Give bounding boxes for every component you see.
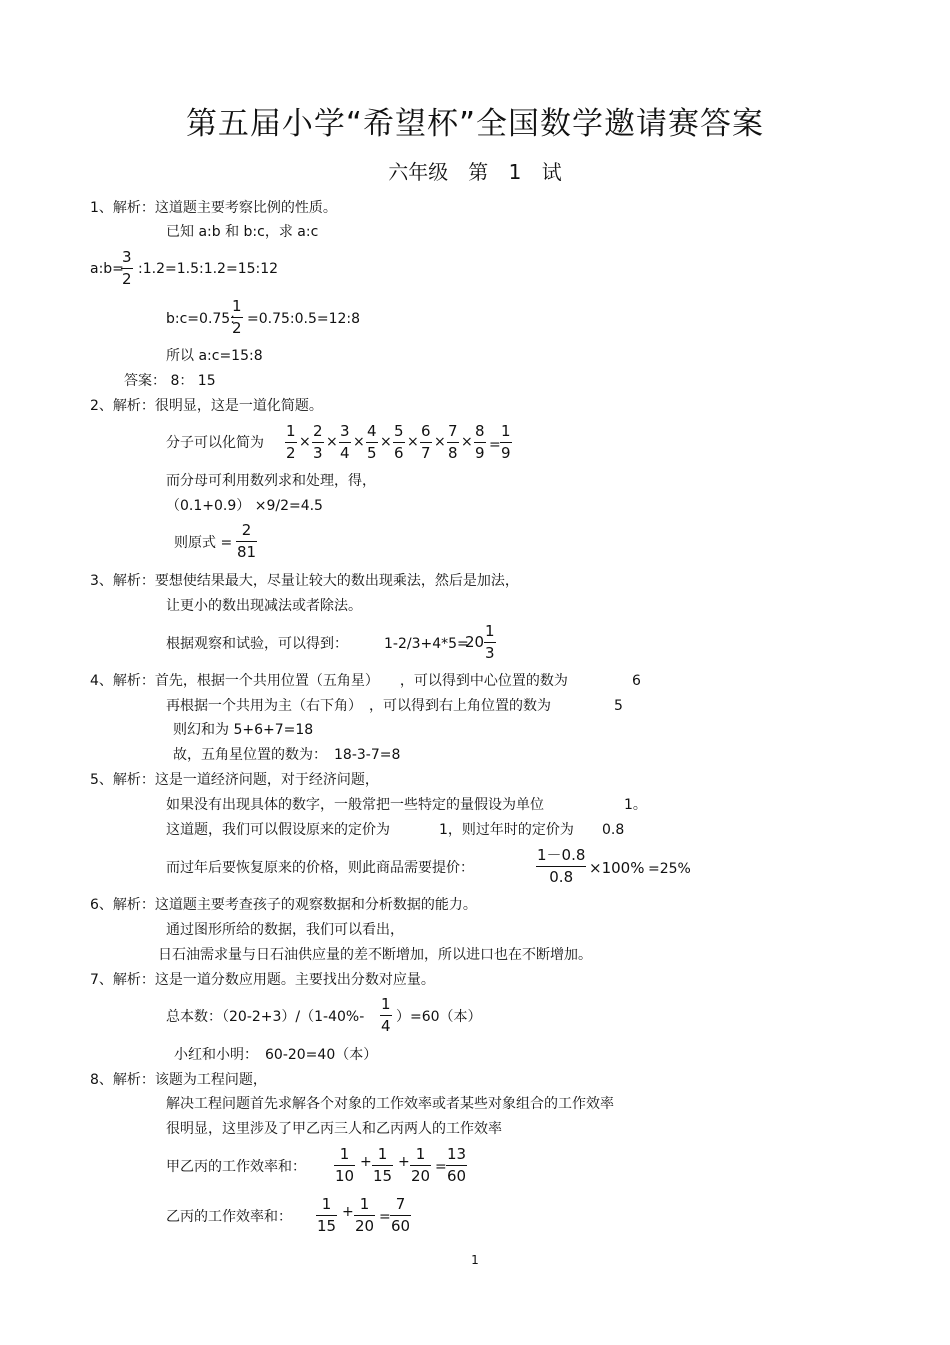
fraction-bar (500, 442, 512, 443)
plus-sign: + (398, 1154, 410, 1170)
equals-sign: = (379, 1209, 391, 1225)
q8-yb-result-fraction-num: 7 (395, 1195, 406, 1213)
fraction-bar (420, 442, 432, 443)
q1-so: 所以 a:c=15:8 (166, 348, 263, 364)
q5-line3-val2: 0.8 (602, 822, 625, 838)
fraction-bar (354, 1215, 375, 1216)
q2-numer-label: 分子可以化简为 (166, 435, 264, 451)
fraction-bar (366, 442, 378, 443)
q8-yb-label: 乙丙的工作效率和： (166, 1209, 292, 1225)
q5-line2-val: 1。 (624, 797, 647, 813)
q4-line1: 4、解析：首先，根据一个共用位置（五角星） ，可以得到中心位置的数为 (90, 673, 568, 689)
q1-ab-den: 2 (122, 270, 132, 288)
q2-fraction-4-num: 4 (367, 422, 377, 440)
equals-sign: = (435, 1159, 447, 1175)
q3-whole: 20 (465, 633, 485, 651)
times-sign: × (353, 434, 365, 450)
q8-yb-fraction-1 (316, 1196, 337, 1235)
fraction-bar (121, 268, 133, 269)
page-number: 1 (471, 1253, 479, 1267)
q1-answer: 答案： 8： 15 (124, 373, 216, 389)
q2-fraction-5-den: 6 (394, 444, 404, 462)
q8-jyb-result-fraction-den: 60 (447, 1167, 467, 1185)
q5-den: 0.8 (549, 868, 574, 886)
q2-fraction-4 (366, 423, 378, 462)
q2-result-fraction-den: 9 (501, 444, 511, 462)
q1-ab-fraction (121, 249, 133, 288)
q2-fraction-6 (420, 423, 432, 462)
q2-result-fraction-num: 1 (501, 422, 511, 440)
q3-num: 1 (485, 622, 495, 640)
q1-bc-num: 1 (232, 297, 242, 315)
q2-fraction-1-num: 1 (286, 422, 296, 440)
q1-bc-fraction (231, 298, 243, 337)
q2-line4: （0.1+0.9） ×9/2=4.5 (166, 498, 323, 514)
q8-jyb-fraction-2-num: 1 (377, 1145, 388, 1163)
q2-fraction-2 (312, 423, 324, 462)
fraction-bar (285, 442, 297, 443)
fraction-bar (231, 317, 243, 318)
q2-fraction-4-den: 5 (367, 444, 377, 462)
q8-jyb-fraction-1 (334, 1146, 355, 1185)
times-sign: × (407, 434, 419, 450)
fraction-bar (339, 442, 351, 443)
q8-line2: 解决工程问题首先求解各个对象的工作效率或者某些对象组合的工作效率 (166, 1096, 614, 1112)
fraction-bar (536, 866, 586, 867)
q8-jyb-fraction-3 (410, 1146, 431, 1185)
q2-fraction-6-num: 6 (421, 422, 431, 440)
q2-orig-label: 则原式 = (174, 535, 233, 551)
q5-tail: ×100% (589, 859, 645, 877)
q6-line1: 6、解析：这道题主要考查孩子的观察数据和分析数据的能力。 (90, 897, 477, 913)
times-sign: × (461, 434, 473, 450)
q2-fraction-8-den: 9 (475, 444, 485, 462)
q1-bc-prefix: b:c=0.75: (166, 311, 235, 327)
q1-ab-suffix: :1.2=1.5:1.2=15:12 (138, 261, 279, 277)
q8-jyb-fraction-2 (372, 1146, 393, 1185)
q8-jyb-fraction-3-den: 20 (411, 1167, 431, 1185)
times-sign: × (326, 434, 338, 450)
q2-fraction-7-den: 8 (448, 444, 458, 462)
q8-yb-fraction-2-num: 1 (359, 1195, 370, 1213)
fraction-bar (316, 1215, 337, 1216)
q4-val2: 5 (614, 698, 623, 714)
q5-line2: 如果没有出现具体的数字，一般常把一些特定的量假设为单位 (166, 797, 544, 813)
q8-jyb-fraction-1-num: 1 (339, 1145, 350, 1163)
plus-sign: + (360, 1154, 372, 1170)
fraction-bar (334, 1165, 355, 1166)
q3-fraction (484, 623, 496, 662)
q3-line1: 3、解析：要想使结果最大，尽量让较大的数出现乘法，然后是加法， (90, 573, 519, 589)
times-sign: × (299, 434, 311, 450)
q5-line1: 5、解析：这是一道经济问题，对于经济问题， (90, 772, 379, 788)
q8-jyb-fraction-3-num: 1 (415, 1145, 426, 1163)
fraction-bar (410, 1165, 431, 1166)
q2-fraction-7 (447, 423, 459, 462)
q8-jyb-fraction-1-den: 10 (335, 1167, 355, 1185)
q2-orig-num: 2 (241, 521, 252, 539)
q2-fraction-1 (285, 423, 297, 462)
q7-num: 1 (381, 995, 391, 1013)
q8-jyb-label: 甲乙丙的工作效率和： (166, 1159, 306, 1175)
q2-fraction-5-num: 5 (394, 422, 404, 440)
q8-yb-fraction-2-den: 20 (355, 1217, 375, 1235)
q3-line2: 让更小的数出现减法或者除法。 (166, 598, 362, 614)
q1-ab-prefix: a:b= (90, 261, 124, 277)
q4-line4: 故，五角星位置的数为： 18-3-7=8 (173, 747, 401, 763)
fraction-bar (372, 1165, 393, 1166)
times-sign: × (380, 434, 392, 450)
q4-line3: 则幻和为 5+6+7=18 (173, 722, 314, 738)
page-subtitle: 六年级 第 1 试 (388, 160, 562, 184)
q1-ab-num: 3 (122, 248, 132, 266)
q4-line2: 再根据一个共用为主（右下角） ，可以得到右上角位置的数为 (166, 698, 551, 714)
q3-line3: 根据观察和试验，可以得到： (166, 636, 348, 652)
q8-yb-result-fraction-den: 60 (391, 1217, 411, 1235)
q7-line1: 7、解析：这是一道分数应用题。主要找出分数对应量。 (90, 972, 435, 988)
fraction-bar (236, 541, 257, 542)
q1-bc-suffix: =0.75:0.5=12:8 (247, 311, 361, 327)
fraction-bar (393, 442, 405, 443)
q1-line2: 已知 a:b 和 b:c，求 a:c (166, 224, 319, 240)
q6-line3: 日石油需求量与日石油供应量的差不断增加，所以进口也在不断增加。 (158, 947, 592, 963)
q5-line4: 而过年后要恢复原来的价格，则此商品需要提价： (166, 860, 474, 876)
q1-line1: 1、解析：这道题主要考察比例的性质。 (90, 200, 337, 216)
q1-bc-den: 2 (232, 319, 242, 337)
q8-yb-fraction-2 (354, 1196, 375, 1235)
q2-fraction-6-den: 7 (421, 444, 431, 462)
q2-line1: 2、解析：很明显，这是一道化简题。 (90, 398, 323, 414)
fraction-bar (484, 642, 496, 643)
q7-total-prefix: 总本数：（20-2+3）/（1-40%- (166, 1009, 365, 1025)
q8-line1: 8、解析：该题为工程问题， (90, 1072, 267, 1088)
q2-fraction-3-den: 4 (340, 444, 350, 462)
q2-orig-fraction (236, 522, 257, 561)
q2-fraction-3 (339, 423, 351, 462)
q5-line3: 这道题，我们可以假设原来的定价为 (166, 822, 390, 838)
q2-fraction-5 (393, 423, 405, 462)
q2-fraction-2-num: 2 (313, 422, 323, 440)
q8-jyb-fraction-2-den: 15 (373, 1167, 393, 1185)
q5-line3-val1: 1，则过年时的定价为 (439, 822, 574, 838)
q3-den: 3 (485, 644, 495, 662)
fraction-bar (447, 442, 459, 443)
q5-fraction (536, 847, 586, 886)
fraction-bar (380, 1015, 392, 1016)
fraction-bar (446, 1165, 467, 1166)
q2-orig-den: 81 (237, 543, 257, 561)
q5-num: 1－0.8 (537, 846, 586, 864)
q4-val1: 6 (632, 673, 641, 689)
q2-fraction-2-den: 3 (313, 444, 323, 462)
q7-line3: 小红和小明： 60-20=40（本） (174, 1047, 378, 1063)
q7-fraction (380, 996, 392, 1035)
fraction-bar (312, 442, 324, 443)
q2-fraction-8 (474, 423, 486, 462)
q8-yb-fraction-1-num: 1 (321, 1195, 332, 1213)
q7-total-suffix: ）=60（本） (396, 1009, 482, 1025)
plus-sign: + (342, 1204, 354, 1220)
fraction-bar (390, 1215, 411, 1216)
q8-yb-fraction-1-den: 15 (317, 1217, 337, 1235)
q2-fraction-3-num: 3 (340, 422, 350, 440)
q6-line2: 通过图形所给的数据，我们可以看出， (166, 922, 404, 938)
fraction-bar (474, 442, 486, 443)
times-sign: × (434, 434, 446, 450)
q2-fraction-7-num: 7 (448, 422, 458, 440)
q3-expr: 1-2/3+4*5= (384, 636, 469, 652)
q8-yb-result-fraction (390, 1196, 411, 1235)
q8-jyb-result-fraction-num: 13 (447, 1145, 467, 1163)
q2-result-fraction (500, 423, 512, 462)
page-title: 第五届小学“希望杯”全国数学邀请赛答案 (185, 106, 765, 142)
q8-jyb-result-fraction (446, 1146, 467, 1185)
q5-result: =25% (648, 861, 691, 877)
equals-sign: = (489, 437, 501, 453)
q8-line3: 很明显，这里涉及了甲乙丙三人和乙丙两人的工作效率 (166, 1121, 502, 1137)
q2-fraction-1-den: 2 (286, 444, 296, 462)
q2-line3: 而分母可利用数列求和处理，得， (166, 473, 376, 489)
q7-den: 4 (381, 1017, 391, 1035)
q2-fraction-8-num: 8 (475, 422, 485, 440)
